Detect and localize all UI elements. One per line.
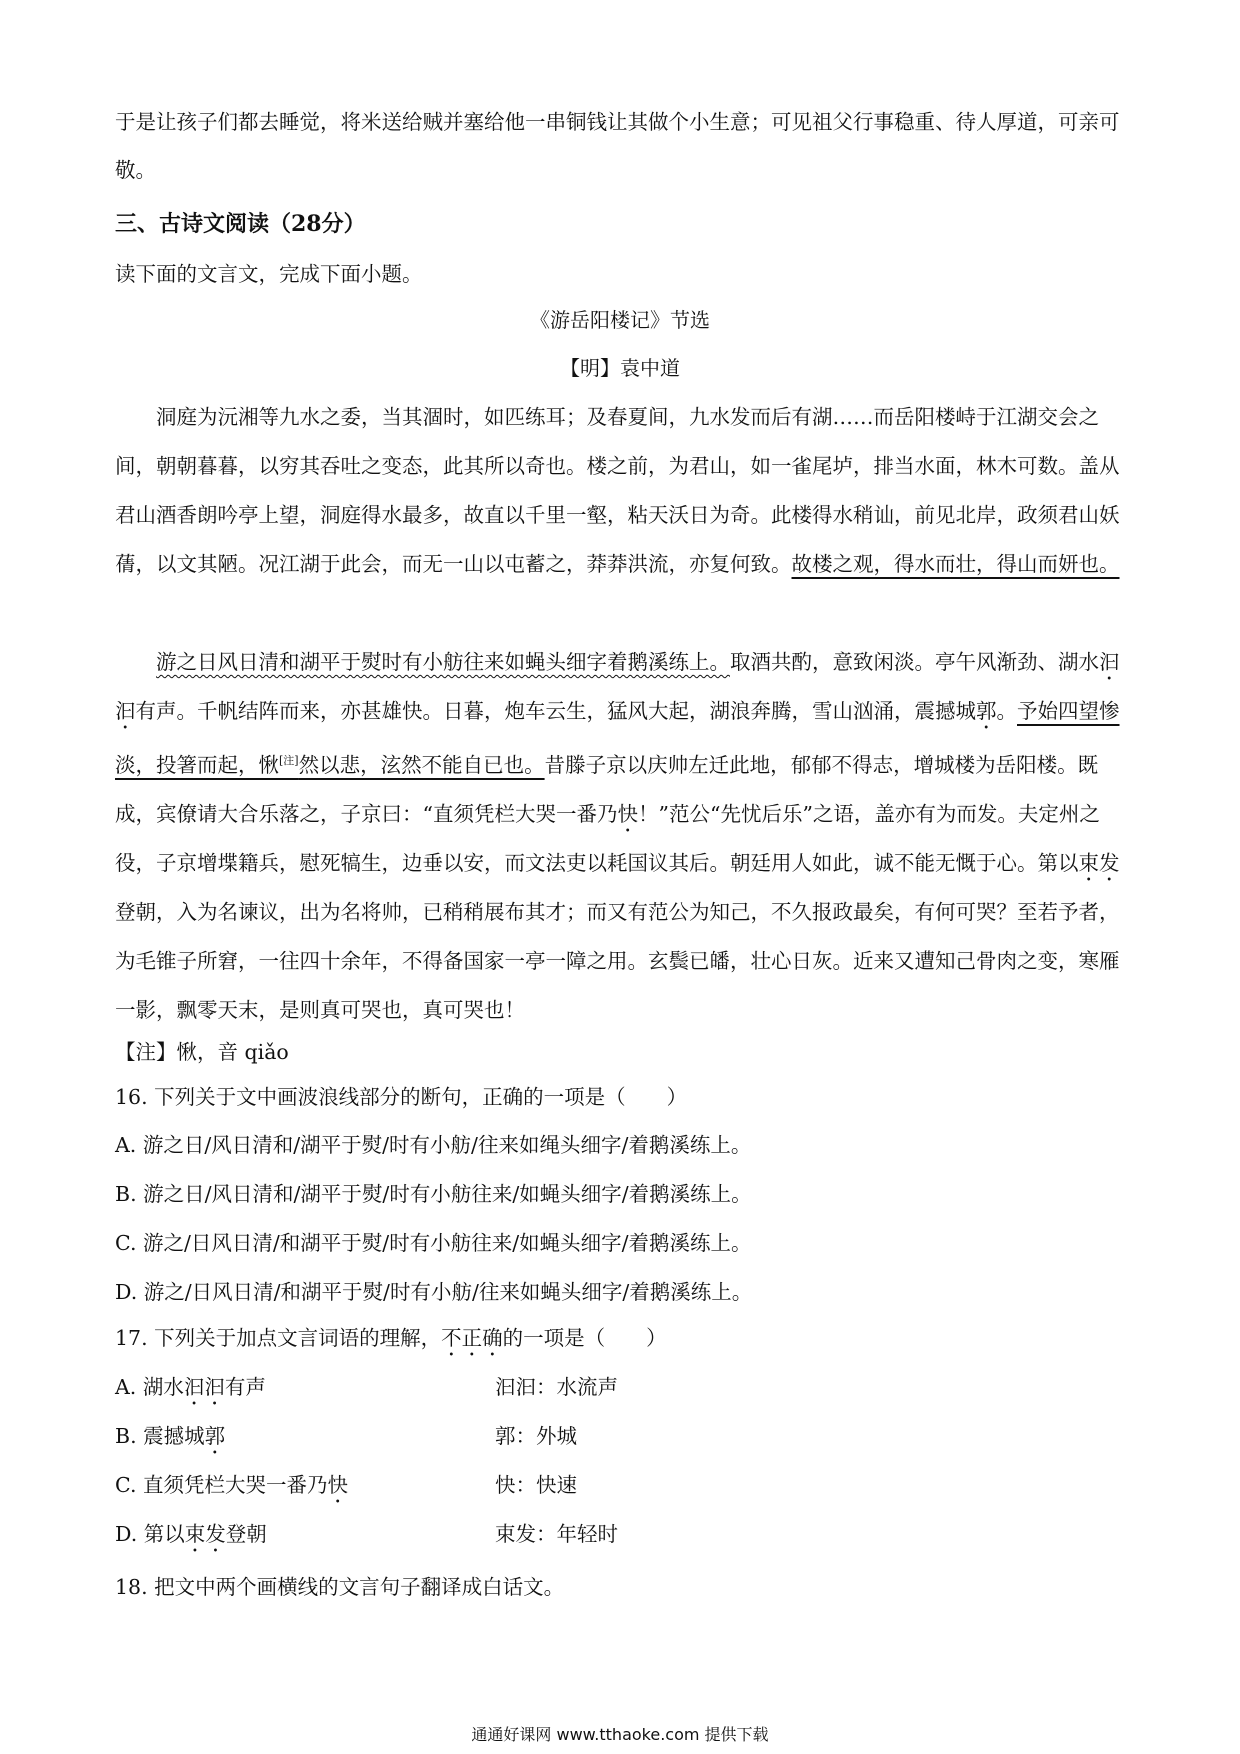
question-16-option-b: B. 游之日/风日清和/湖平于熨/时有小舫往来/如蝇头细字/着鹅溪练上。 <box>115 1182 752 1206</box>
question-17-gloss-d: 束发：年轻时 <box>495 1522 618 1546</box>
page-footer: 通通好课网 www.tthaoke.com 提供下载 <box>471 1725 769 1744</box>
q17-b-dotted: 郭 <box>204 1424 226 1448</box>
question-16-option-d: D. 游之/日风日清/和湖平于熨/时有小舫/往来如蝇头细字/着鹅溪练上。 <box>115 1280 753 1304</box>
q17-a-pre: A. 湖水 <box>115 1375 184 1399</box>
p1-underlined-sentence: 故楼之观，得水而壮，得山而妍也。 <box>791 552 1120 576</box>
q17-d-dotted: 束发 <box>184 1522 226 1546</box>
p2-text-f: 登朝，入为名谏议，出为名将帅，已稍稍展布其才；而又有范公为知己，不久报政最矣，有何可哭？至若予者，为毛锥子所窘，一往四十余年，不得备国家一亭一障之用。玄鬓已皤，壮心日灰。近来又遭知己骨肉之变，寒雁一影，飘零天末，是则真可哭也，真可哭也！ <box>115 899 1120 1022</box>
q17-c-pre: C. 直须凭栏大哭一番乃 <box>115 1473 328 1497</box>
p2-text-d: 昔滕子京以庆帅左迁此地，郁郁不得志，增城楼为岳阳楼。既成，宾僚请大合乐落之，子京曰：“直须凭栏大哭一番乃 <box>115 752 1099 826</box>
p1-text: 洞庭为沅湘等九水之委，当其涸时，如匹练耳；及春夏间，九水发而后有湖……而岳阳楼峙于江湖交会之间，朝朝暮暮，以穷其吞吐之变态，此其所以奇也。楼之前，为君山，如一雀尾垆，排当水面，林木可数。盖从君山酒香朗吟亭上望，洞庭得水最多，故直以千里一壑，粘天沃日为奇。此楼得水稍讪，前见北岸，政须君山妖蒨，以文其陋。况江湖于此会，而无一山以屯蓄之，莽莽洪流，亦复何致。 <box>115 405 1120 576</box>
p2-text-a: 取酒共酌，意致闲淡。亭午风渐劲、湖水 <box>730 650 1099 674</box>
question-18-stem: 18. 把文中两个画横线的文言句子翻译成白话文。 <box>115 1575 565 1599</box>
question-17-gloss-c: 快：快速 <box>495 1473 577 1497</box>
q17-b-pre: B. 震撼城 <box>115 1424 205 1448</box>
p2-text-c: 。 <box>996 699 1017 723</box>
passage-paragraph-2 <box>115 638 1125 1035</box>
p2-text-b: 有声。千帆结阵而来，亦甚雄快。日暮，炮车云生，猛风大起，湖浪奔腾，雪山汹涌，震撼城 <box>135 699 976 723</box>
q17-stem-b: 的一项是（ ） <box>502 1326 667 1350</box>
p2-dotted-word-2: 郭 <box>976 699 997 723</box>
p2-ul-part-a: 予始四望惨淡，投箸而起，愀 <box>115 699 1120 777</box>
p2-ul-part-b: 然以悲，泫然不能自已也。 <box>298 752 545 777</box>
q17-a-post: 有声 <box>224 1375 266 1399</box>
section-instruction: 读下面的文言文，完成下面小题。 <box>115 262 423 286</box>
p2-dotted-word-4: 束发 <box>1078 850 1120 875</box>
q17-d-pre: D. 第以 <box>115 1522 185 1546</box>
question-16-stem: 16. 下列关于文中画波浪线部分的断句，正确的一项是（ ） <box>115 1085 688 1109</box>
note-marker: [注] <box>279 754 299 767</box>
question-17-option-c <box>115 1468 348 1508</box>
passage-title: 《游岳阳楼记》节选 <box>530 308 710 332</box>
question-17-option-d <box>115 1517 267 1557</box>
q17-stem-a: 17. 下列关于加点文言词语的理解， <box>115 1326 442 1350</box>
p2-wavy-sentence: 游之日风日清和湖平于熨时有小舫往来如蝇头细字着鹅溪练上。 <box>156 650 730 674</box>
passage-author: 【明】袁中道 <box>560 356 680 380</box>
p2-dotted-word-3: 快 <box>617 801 638 826</box>
question-17-option-b <box>115 1419 225 1459</box>
question-17-gloss-a: 汩汩：水流声 <box>495 1375 618 1399</box>
section-heading: 三、古诗文阅读（28分） <box>115 211 366 237</box>
p2-text-e: ！”范公“先忧后乐”之语，盖亦有为而发。夫定州之役，子京增堞籍兵，慰死犒生，边垂以安，而文法吏以耗国议其后。朝廷用人如此，诚不能无慨于心。第以 <box>115 801 1100 875</box>
question-17-stem <box>115 1321 1125 1361</box>
question-16-option-c: C. 游之/日风日清/和湖平于熨/时有小舫往来/如蝇头细字/着鹅溪练上。 <box>115 1231 752 1255</box>
lead-paragraph: 于是让孩子们都去睡觉，将米送给贼并塞给他一串铜钱让其做个小生意；可见祖父行事稳重、待人厚道，可亲可敬。 <box>115 110 1120 182</box>
question-17-option-a <box>115 1370 266 1410</box>
q17-d-post: 登朝 <box>225 1522 267 1546</box>
question-16-option-a: A. 游之日/风日清和/湖平于熨/时有小舫/往来如绳头细字/着鹅溪练上。 <box>115 1133 752 1157</box>
question-17-gloss-b: 郭：外城 <box>495 1424 577 1448</box>
q17-a-dotted: 汩汩 <box>183 1375 225 1399</box>
q17-stem-dotted: 不正确 <box>441 1326 503 1350</box>
q17-c-dotted: 快 <box>327 1473 348 1497</box>
p2-dotted-word-1: 汩汩 <box>115 650 1120 723</box>
annotation-note: 【注】愀，音 qiǎo <box>115 1040 289 1064</box>
passage-paragraph-1 <box>115 393 1125 589</box>
